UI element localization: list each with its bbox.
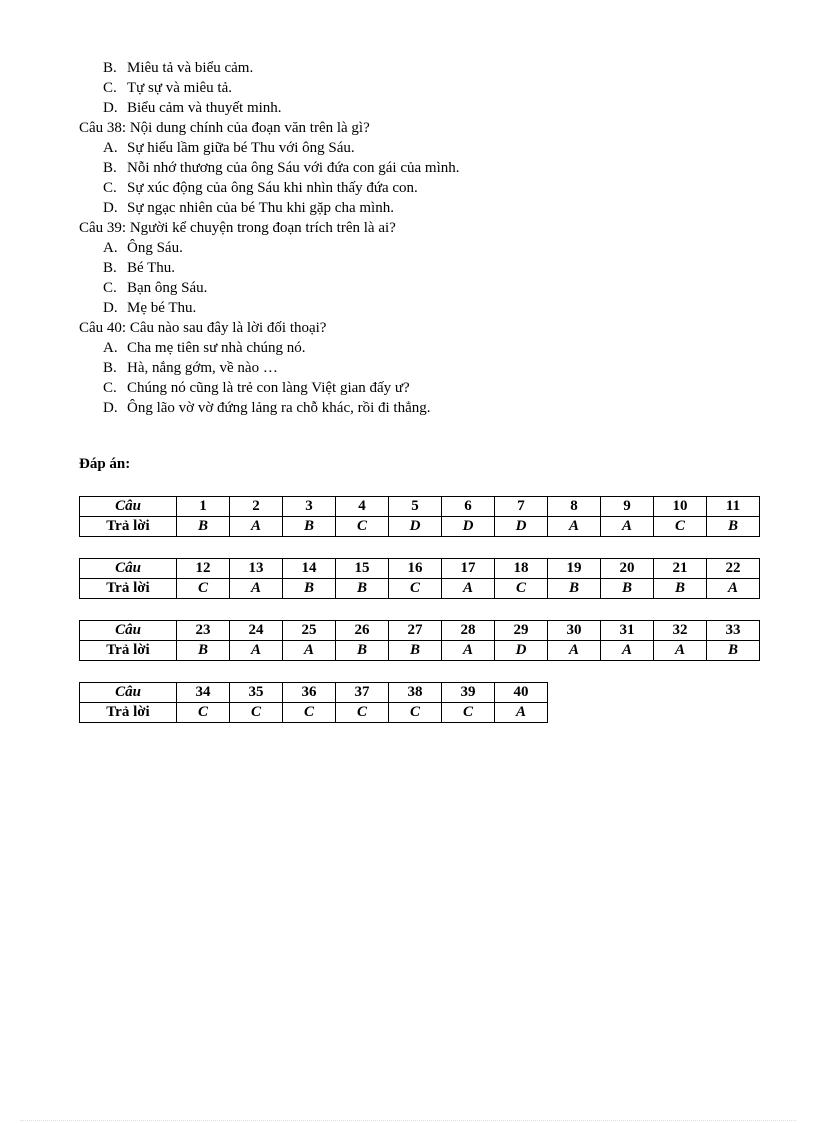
answer-cell: A	[283, 641, 336, 661]
answer-cell: A	[707, 579, 760, 599]
option-letter: C.	[103, 180, 117, 196]
option-text: Ông Sáu.	[127, 240, 183, 256]
answer-cell: B	[283, 579, 336, 599]
answer-option	[103, 178, 418, 198]
answer-option	[103, 398, 431, 418]
option-letter: A.	[103, 340, 118, 356]
answer-cell: C	[177, 703, 230, 723]
option-letter: C.	[103, 280, 117, 296]
answer-header: Trả lời	[80, 703, 177, 723]
option-letter: C.	[103, 80, 117, 96]
option-letter: B.	[103, 60, 117, 76]
question-number-cell: 8	[548, 497, 601, 517]
answer-option	[103, 358, 278, 378]
question-stem: Câu 40: Câu nào sau đây là lời đối thoại?	[79, 320, 327, 336]
option-text: Chúng nó cũng là trẻ con làng Việt gian đấy ư?	[127, 380, 410, 396]
answer-cell: B	[389, 641, 442, 661]
question-number-cell: 6	[442, 497, 495, 517]
question-number-cell: 13	[230, 559, 283, 579]
question-number-cell: 12	[177, 559, 230, 579]
answer-cell: A	[548, 641, 601, 661]
answer-header: Trả lời	[80, 517, 177, 537]
question-number-cell: 32	[654, 621, 707, 641]
option-text: Cha mẹ tiên sư nhà chúng nó.	[127, 340, 306, 356]
question-number-header: Câu	[80, 559, 177, 579]
answer-cell: D	[495, 641, 548, 661]
option-text: Nỗi nhớ thương của ông Sáu với đứa con gái của mình.	[127, 160, 460, 176]
question-stem: Câu 39: Người kể chuyện trong đoạn trích trên là ai?	[79, 220, 396, 236]
option-letter: D.	[103, 200, 118, 216]
question-number-cell: 30	[548, 621, 601, 641]
question-number-header: Câu	[80, 497, 177, 517]
question-number-cell: 9	[601, 497, 654, 517]
answer-cell: B	[336, 641, 389, 661]
answer-option	[103, 78, 232, 98]
option-text: Sự hiểu lầm giữa bé Thu với ông Sáu.	[127, 140, 355, 156]
option-text: Ông lão vờ vờ đứng lảng ra chỗ khác, rồi đi thẳng.	[127, 400, 431, 416]
option-letter: A.	[103, 240, 118, 256]
answer-cell: B	[654, 579, 707, 599]
answer-option	[103, 258, 175, 278]
page-bottom-divider	[20, 1120, 796, 1121]
answer-cell: B	[601, 579, 654, 599]
question-number-header: Câu	[80, 621, 177, 641]
answer-cell: C	[495, 579, 548, 599]
answer-header: Trả lời	[80, 641, 177, 661]
answer-option	[103, 138, 355, 158]
answer-cell: A	[230, 579, 283, 599]
question-number-cell: 24	[230, 621, 283, 641]
answer-cell: B	[177, 517, 230, 537]
answer-cell: A	[601, 517, 654, 537]
question-number-cell: 37	[336, 683, 389, 703]
answer-cell: B	[177, 641, 230, 661]
answer-cell: B	[548, 579, 601, 599]
answer-cell: C	[230, 703, 283, 723]
answer-table	[79, 682, 548, 723]
answer-cell: D	[495, 517, 548, 537]
question-number-cell: 27	[389, 621, 442, 641]
question-number-cell: 33	[707, 621, 760, 641]
option-letter: B.	[103, 360, 117, 376]
option-text: Miêu tả và biểu cảm.	[127, 60, 254, 76]
question-number-cell: 40	[495, 683, 548, 703]
answer-cell: A	[601, 641, 654, 661]
question-number-cell: 3	[283, 497, 336, 517]
option-text: Bạn ông Sáu.	[127, 280, 208, 296]
answer-cell: A	[654, 641, 707, 661]
question-number-cell: 31	[601, 621, 654, 641]
answer-cell: C	[442, 703, 495, 723]
answer-cell: C	[389, 579, 442, 599]
answer-cell: C	[336, 517, 389, 537]
answer-cell: A	[495, 703, 548, 723]
answer-cell: B	[336, 579, 389, 599]
question-number-cell: 1	[177, 497, 230, 517]
answer-cell: C	[177, 579, 230, 599]
answer-option	[103, 98, 282, 118]
question-number-cell: 34	[177, 683, 230, 703]
answer-option	[103, 338, 306, 358]
answer-cell: A	[230, 641, 283, 661]
question-number-cell: 38	[389, 683, 442, 703]
question-number-cell: 26	[336, 621, 389, 641]
question-number-cell: 17	[442, 559, 495, 579]
question-number-cell: 16	[389, 559, 442, 579]
option-text: Tự sự và miêu tả.	[127, 80, 232, 96]
answer-cell: A	[442, 579, 495, 599]
question-stem: Câu 38: Nội dung chính của đoạn văn trên là gì?	[79, 120, 370, 136]
answer-cell: C	[283, 703, 336, 723]
question-number-cell: 11	[707, 497, 760, 517]
answer-table	[79, 558, 760, 599]
question-number-cell: 10	[654, 497, 707, 517]
question-number-cell: 23	[177, 621, 230, 641]
answer-cell: D	[389, 517, 442, 537]
answer-cell: C	[389, 703, 442, 723]
question-number-cell: 21	[654, 559, 707, 579]
answer-cell: C	[336, 703, 389, 723]
answer-table	[79, 496, 760, 537]
option-letter: C.	[103, 380, 117, 396]
answer-option	[103, 198, 394, 218]
question-number-cell: 5	[389, 497, 442, 517]
option-letter: D.	[103, 100, 118, 116]
answer-cell: B	[283, 517, 336, 537]
answer-table	[79, 620, 760, 661]
option-text: Mẹ bé Thu.	[127, 300, 197, 316]
option-letter: B.	[103, 260, 117, 276]
answer-cell: A	[548, 517, 601, 537]
question-number-cell: 18	[495, 559, 548, 579]
answer-option	[103, 238, 183, 258]
option-text: Hà, nắng gớm, về nào …	[127, 360, 278, 376]
option-text: Biểu cảm và thuyết minh.	[127, 100, 282, 116]
answer-cell: B	[707, 641, 760, 661]
answer-option	[103, 58, 253, 78]
question-number-cell: 14	[283, 559, 336, 579]
option-text: Bé Thu.	[127, 260, 176, 276]
question-number-header: Câu	[80, 683, 177, 703]
option-text: Sự xúc động của ông Sáu khi nhìn thấy đứa con.	[127, 180, 418, 196]
question-number-cell: 28	[442, 621, 495, 641]
question-number-cell: 15	[336, 559, 389, 579]
answer-cell: D	[442, 517, 495, 537]
option-letter: B.	[103, 160, 117, 176]
answer-cell: C	[654, 517, 707, 537]
answer-cell: B	[707, 517, 760, 537]
question-number-cell: 7	[495, 497, 548, 517]
answer-cell: A	[442, 641, 495, 661]
option-letter: D.	[103, 400, 118, 416]
question-number-cell: 35	[230, 683, 283, 703]
answer-option	[103, 298, 196, 318]
question-number-cell: 19	[548, 559, 601, 579]
question-number-cell: 29	[495, 621, 548, 641]
question-number-cell: 22	[707, 559, 760, 579]
answer-option	[103, 378, 410, 398]
question-number-cell: 39	[442, 683, 495, 703]
option-letter: D.	[103, 300, 118, 316]
question-number-cell: 2	[230, 497, 283, 517]
option-text: Sự ngạc nhiên của bé Thu khi gặp cha mình.	[127, 200, 394, 216]
question-number-cell: 20	[601, 559, 654, 579]
answer-option	[103, 278, 207, 298]
answer-heading: Đáp án:	[79, 456, 131, 472]
answer-header: Trả lời	[80, 579, 177, 599]
question-number-cell: 25	[283, 621, 336, 641]
option-letter: A.	[103, 140, 118, 156]
question-number-cell: 4	[336, 497, 389, 517]
question-number-cell: 36	[283, 683, 336, 703]
answer-option	[103, 158, 460, 178]
answer-cell: A	[230, 517, 283, 537]
